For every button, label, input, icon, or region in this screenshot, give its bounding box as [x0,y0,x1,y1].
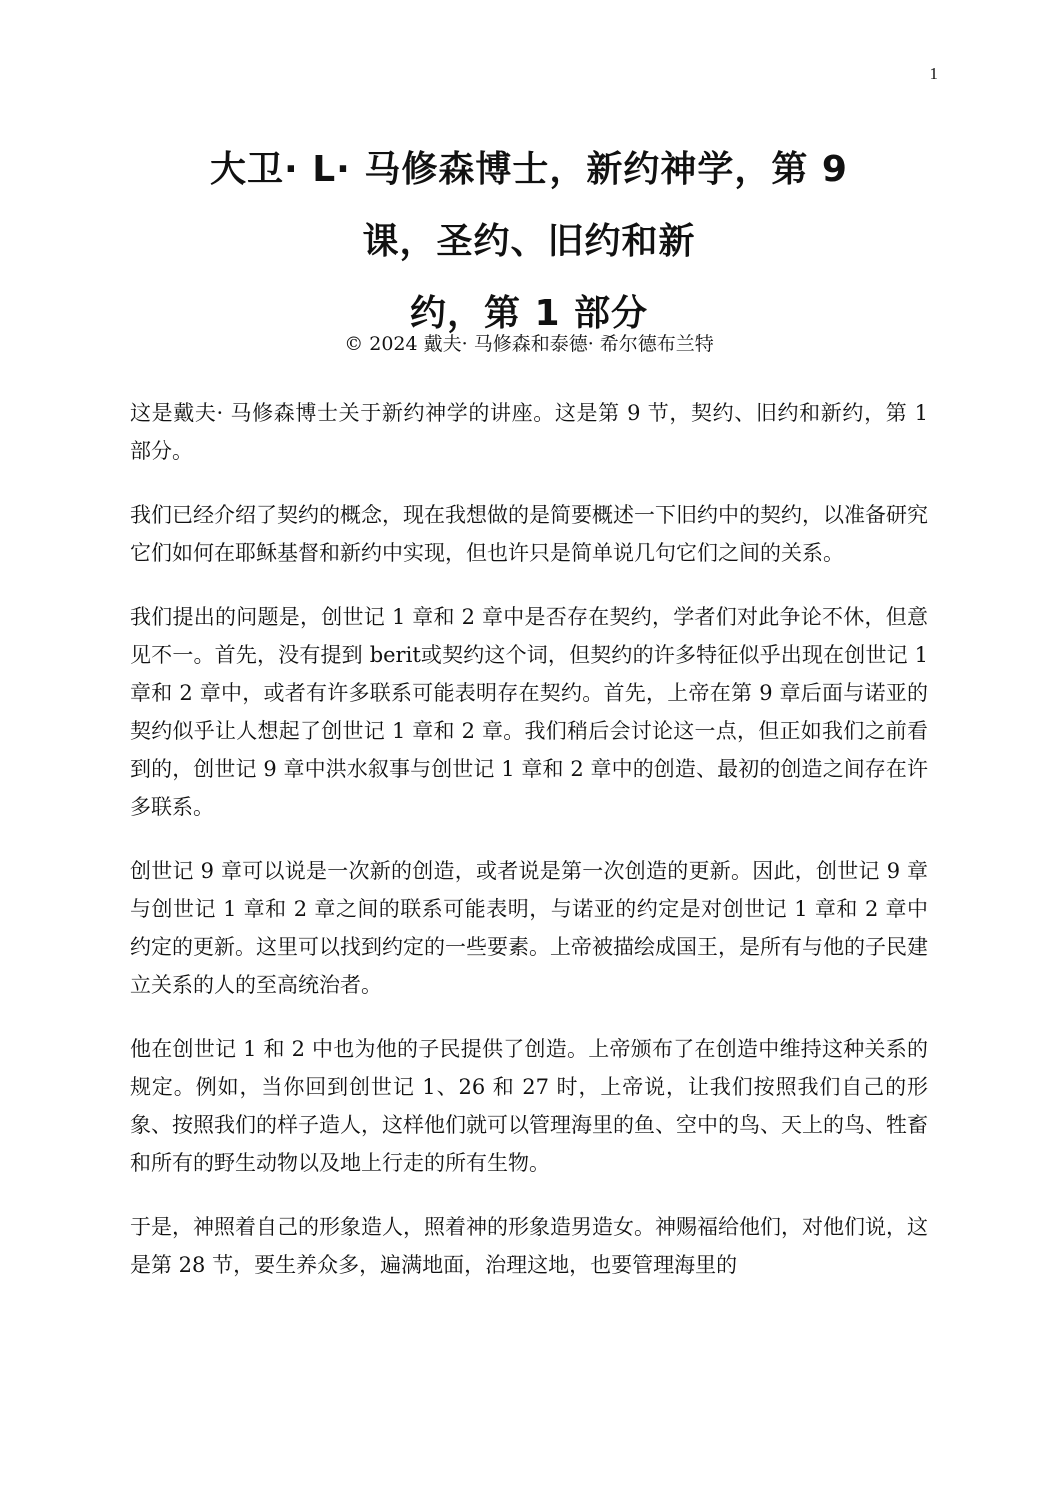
document-title [120,134,938,350]
title-line-2: 课，圣约、旧约和新 [362,221,696,262]
title-line-1: 大卫· L· 马修森博士，新约神学，第 9 [210,149,848,190]
paragraph-2: 我们已经介绍了契约的概念，现在我想做的是简要概述一下旧约中的契约，以准备研究它们如何在耶稣基督和新约中实现，但也许只是简单说几句它们之间的关系。 [130,503,928,565]
paragraph-5: 他在创世记 1 和 2 中也为他的子民提供了创造。上帝颁布了在创造中维持这种关系的规定。例如，当你回到创世记 1、26 和 27 时，上帝说，让我们按照我们自己的形象、按照我们的样子造人，这样他们就可以管理海里的鱼、空中的鸟、天上的鸟、牲畜和所有的野生动物以及地上行走的所有生物。 [130,1037,928,1175]
paragraph-3: 我们提出的问题是，创世记 1 章和 2 章中是否存在契约，学者们对此争论不休，但意见不一。首先，没有提到 berit或契约这个词，但契约的许多特征似乎出现在创世记 1 章和 2 章中，或者有许多联系可能表明存在契约。首先，上帝在第 9 章后面与诺亚的契约似乎让人想起了创世记 1 章和 2 章。我们稍后会讨论这一点，但正如我们之前看到的，创世记 9 章中洪水叙事与创世记 1 章和 2 章中的创造、最初的创造之间存在许多联系。 [130,605,928,819]
title-line-3: 约，第 1 部分 [409,293,649,334]
copyright-notice: © 2024 戴夫· 马修森和泰德· 希尔德布兰特 [344,333,714,355]
paragraph-4: 创世记 9 章可以说是一次新的创造，或者说是第一次创造的更新。因此，创世记 9 章与创世记 1 章和 2 章之间的联系可能表明，与诺亚的约定是对创世记 1 章和 2 章中约定的更新。这里可以找到约定的一些要素。上帝被描绘成国王，是所有与他的子民建立关系的人的至高统治者。 [130,859,928,997]
page-number: 1 [929,64,938,83]
paragraph-6: 于是，神照着自己的形象造人，照着神的形象造男造女。神赐福给他们，对他们说，这是第 28 节，要生养众多，遍满地面，治理这地，也要管理海里的 [130,1215,928,1277]
paragraph-1: 这是戴夫· 马修森博士关于新约神学的讲座。这是第 9 节，契约、旧约和新约，第 1 部分。 [130,401,928,463]
document-body [130,394,928,1310]
